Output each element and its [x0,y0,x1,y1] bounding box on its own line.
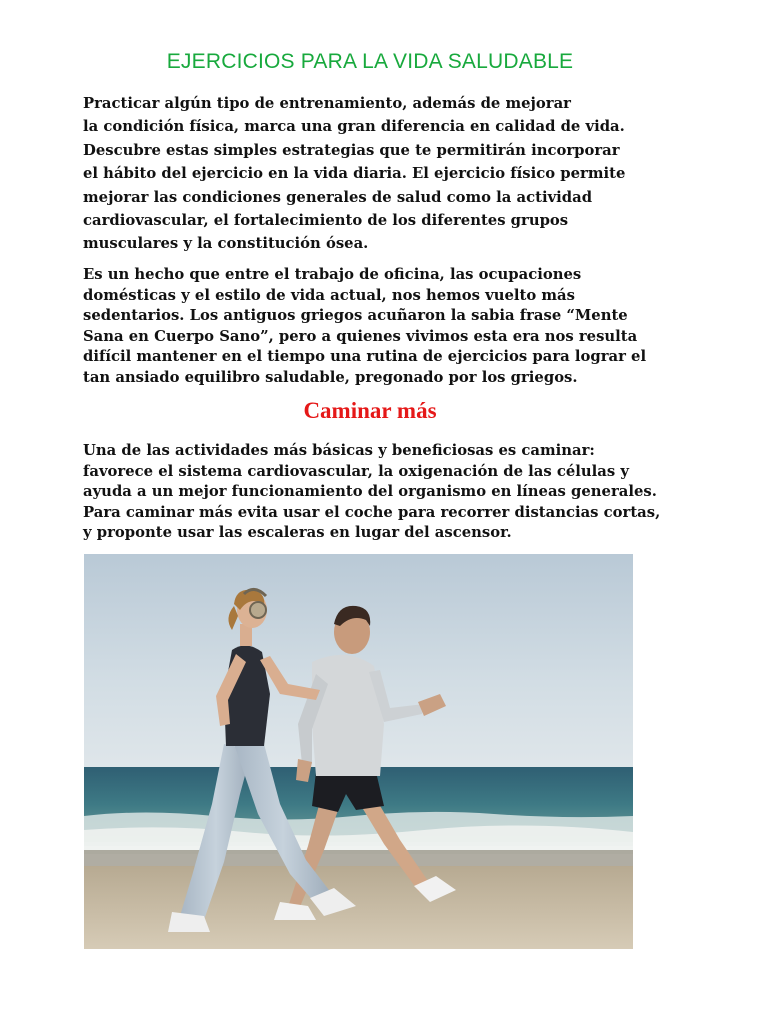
sedentary-paragraph [83,265,723,389]
sand [84,866,633,949]
beach-walk-illustration [84,554,633,949]
intro-paragraph [83,92,723,256]
wet-sand [84,850,633,868]
text-line: Para caminar más evita usar el coche para recorrer distancias cortas, [83,503,661,521]
text-line: y proponte usar las escaleras en lugar del ascensor. [83,524,512,542]
text-line: Practicar algún tipo de entrenamiento, además de mejorar [83,95,571,112]
text-line: cardiovascular, el fortalecimiento de los diferentes grupos [83,212,569,230]
section-heading: Caminar más [303,398,437,423]
document-title: EJERCICIOS PARA LA VIDA SALUDABLE [166,50,574,73]
text-line: favorece el sistema cardiovascular, la oxigenación de las células y [83,462,629,480]
text-line: difícil mantener en el tiempo una rutina de ejercicios para lograr el [83,348,647,366]
walking-paragraph [83,441,723,544]
text-line: ayuda a un mejor funcionamiento del organismo en líneas generales. [83,483,657,501]
text-line: Una de las actividades más básicas y beneficiosas es caminar: [83,442,595,459]
walking-couple-photo [84,554,633,949]
text-line: mejorar las condiciones generales de salud como la actividad [83,188,593,206]
text-line: sedentarios. Los antiguos griegos acuñaron la sabia frase “Mente [83,307,628,325]
text-line: musculares y la constitución ósea. [83,235,369,253]
text-line: domésticas y el estilo de vida actual, nos hemos vuelto más [83,286,575,304]
text-line: el hábito del ejercicio en la vida diaria. El ejercicio físico permite [83,165,626,183]
text-line: Sana en Cuerpo Sano”, pero a quienes vivimos esta era nos resulta [83,327,638,345]
text-line: Es un hecho que entre el trabajo de oficina, las ocupaciones [83,266,582,283]
text-line: Descubre estas simples estrategias que te permitirán incorporar [83,141,620,159]
text-line: la condición física, marca una gran diferencia en calidad de vida. [83,118,625,136]
text-line: tan ansiado equilibro saludable, pregonado por los griegos. [83,368,578,386]
